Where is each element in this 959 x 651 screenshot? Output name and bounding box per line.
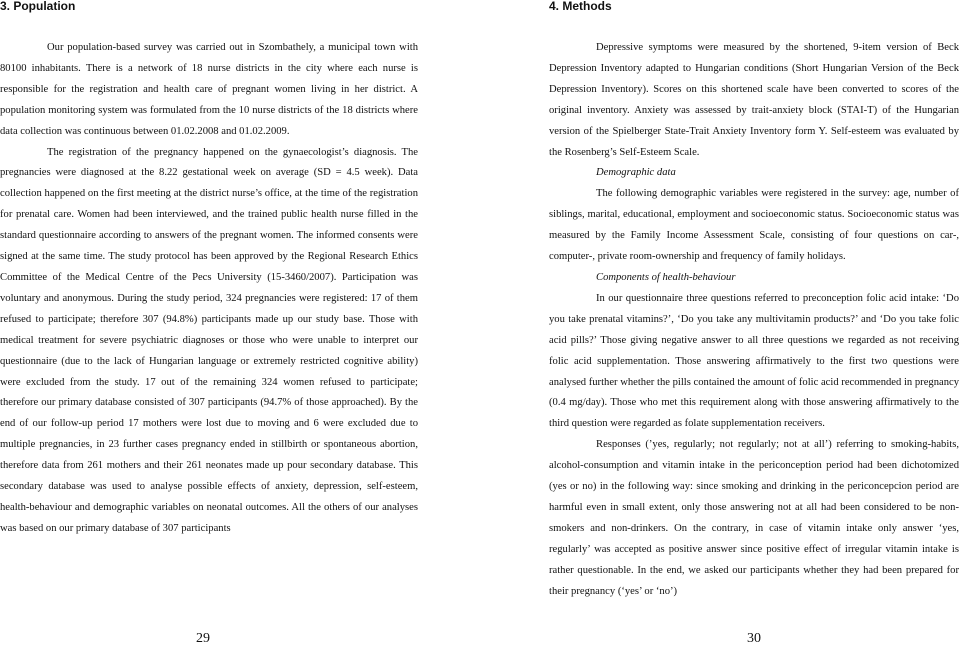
- paragraph-folic-acid: In our questionnaire three questions referred to preconception folic acid intake: ‘Do you take prenatal vitamins?’, ‘Do you take any multivitamin products?’ and ‘Do you take folic acid pills?’ Those giving negative answer to all three questions we regarded as not receiving folic acid supplementation. Those answering affirmatively to the first two questions were analysed further whether the pills contained the amount of folic acid recommended in pregnancy (0.4 mg/day). Those who met this requirement along with those answering affirmatively to the third question were regarded as folate supplementation receivers.: [549, 292, 959, 430]
- page-left: [0, 0, 418, 651]
- section-heading-population: 3. Population: [0, 0, 76, 13]
- paragraph-population-intro: Our population-based survey was carried out in Szombathely, a municipal town with 80100 inhabitants. There is a network of 18 nurse districts in the city where each nurse is responsible for the registration and health care of pregnant women living in her district. A population monitoring system was formulated from the 10 nurse districts of the 18 districts where data collection was continuous between 01.02.2008 and 01.02.2009.: [0, 42, 418, 137]
- section-heading-methods: 4. Methods: [549, 0, 612, 13]
- page-number-right: 30: [747, 631, 761, 646]
- paragraph-methods-intro: Depressive symptoms were measured by the shortened, 9-item version of Beck Depression Inventory adapted to Hungarian conditions (Short Hungarian Version of the Beck Depression Inventory). Scores on this shortened scale have been converted to scores of the original inventory. Anxiety was assessed by trait-anxiety block (STAI-T) of the Hungarian version of the Spielberger State-Trait Anxiety Inventory form Y. Self-esteem was evaluated by the Rosenberg’s Self-Esteem Scale.: [549, 42, 959, 158]
- paragraph-demographic-data: The following demographic variables were registered in the survey: age, number of siblings, marital, educational, employment and socioeconomic status. Socioeconomic status was measured by the Family Income Assessment Scale, consisting of four questions on car-, computer-, private room-ownership and frequency of family holidays.: [549, 188, 959, 263]
- paragraph-smoking-alcohol: Responses (’yes, regularly; not regularly; not at all’) referring to smoking-habits, alcohol-consumption and vitamin intake in the periconception period had been dichotomized (yes or no) in the following way: since smoking and drinking in the periconcepcion period are harmful even in small extent, only those answering not at all had been considered to be non-smokers and non-drinkers. On the contrary, in case of vitamin intake only answer ‘yes, regularly’ was accepted as positive answer since positive effect of irregular vitamin intake is rather questionable. In the end, we asked our participants whether they had been prepared for their pregnancy (‘yes’ or ‘no’): [549, 439, 959, 597]
- subheading-demographic-data: Demographic data: [596, 167, 676, 179]
- page-right: [549, 0, 959, 651]
- paragraph-population-registration: The registration of the pregnancy happened on the gynaecologist’s diagnosis. The pregnancies were diagnosed at the 8.22 gestational week on average (SD = 4.5 week). Data collection happened on the first meeting at the district nurse’s office, at the time of the registration for prenatal care. Women had been interviewed, and the trained public health nurse filled in the standard questionnaire according to answers of the pregnant women. The informed consents were signed at the same time. The study protocol has been approved by the Regional Research Ethics Committee of the Medical Centre of the Pecs University (15-3460/2007). Participation was voluntary and anonymous. During the study period, 324 pregnancies were registered: 17 of them refused to participate; therefore 307 (94.8%) participants made up our study base. Those with medical treatment for severe psychiatric diagnoses or those who were unable to interpret our questionnaire (due to the lack of Hungarian language or extremely restricted cognitive ability) were excluded from the study. 17 out of the remaining 324 women refused to participate; therefore our primary database consisted of 307 participants (94.7% of those approached). By the end of our follow-up period 17 mothers were lost due to moving and 6 were excluded due to multiple pregnancies, in 23 further cases pregnancy ended in stillbirth or spontaneous abortion, therefore data from 261 mothers and their 261 neonates made up pour secondary database. This secondary database was used to analyse possible effects of anxiety, depression, self-esteem, health-behaviour and demographic variables on neonatal outcomes. All the others of our analyses was based on our primary database of 307 participants: [0, 146, 418, 534]
- subheading-health-behaviour: Components of health-behaviour: [596, 271, 736, 283]
- left-body: [0, 38, 418, 540]
- page-number-left: 29: [196, 631, 210, 646]
- right-body: [549, 38, 959, 602]
